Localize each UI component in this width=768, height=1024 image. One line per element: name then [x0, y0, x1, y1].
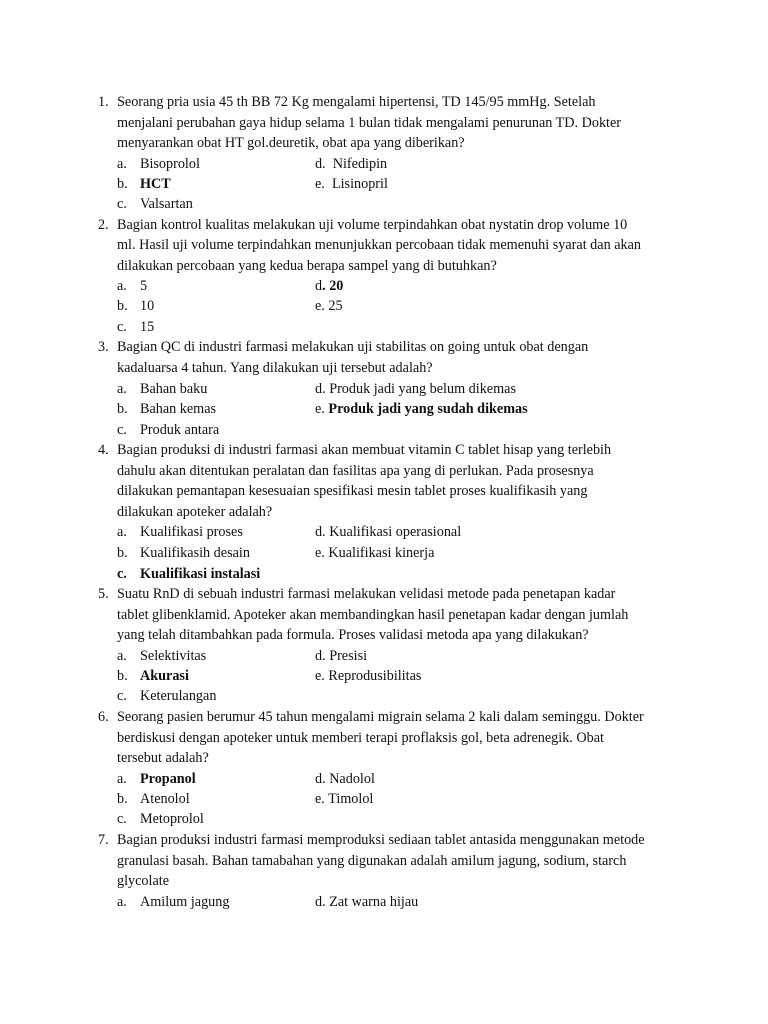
option-e-text: Kualifikasi kinerja [328, 545, 435, 561]
option-d-text: Produk jadi yang belum dikemas [329, 381, 516, 397]
option-d [315, 276, 343, 296]
option-a-label: a. [117, 648, 127, 664]
option-c-label: c. [117, 566, 127, 582]
question-5-stem: Suatu RnD di sebuah industri farmasi melakukan velidasi metode pada penetapan kadar [117, 586, 616, 602]
option-a-text: Kualifikasi proses [140, 524, 243, 540]
option-d-label: d. [315, 524, 326, 540]
question-5-stem: yang telah ditambahkan pada formula. Proses validasi metoda apa yang dilakukan? [117, 627, 589, 643]
option-a-text: 5 [140, 278, 148, 294]
option-c-label: c. [117, 811, 127, 827]
question-3-stem: kadaluarsa 4 tahun. Yang dilakukan uji tersebut adalah? [117, 360, 433, 376]
option-a-text-correct: Propanol [140, 771, 196, 787]
option-d [315, 154, 387, 174]
option-d-label: d. [315, 771, 326, 787]
option-e-text-correct: Produk jadi yang sudah dikemas [328, 401, 528, 417]
question-2-stem: dilakukan percobaan yang kedua berapa sampel yang di butuhkan? [117, 258, 497, 274]
question-4-number: 4. [98, 442, 109, 458]
option-e-text: Timolol [328, 791, 374, 807]
option-c-text: 15 [140, 319, 155, 335]
option-d-text: Presisi [329, 648, 368, 664]
option-b-text: Atenolol [140, 791, 190, 807]
option-e-label: e. [315, 545, 325, 561]
option-c-label: c. [117, 319, 127, 335]
option-b-text-correct: HCT [140, 176, 171, 192]
option-e [315, 666, 421, 686]
question-2-stem: ml. Hasil uji volume terpindahkan menunjukkan percobaan tidak memenuhi syarat dan akan [117, 237, 641, 253]
question-2-stem: Bagian kontrol kualitas melakukan uji volume terpindahkan obat nystatin drop volume 10 [117, 217, 628, 233]
option-d-text: Kualifikasi operasional [329, 524, 462, 540]
option-a-label: a. [117, 381, 127, 397]
question-6-stem: berdiskusi dengan apoteker untuk memberi terapi proflaksis gol, beta adrenegik. Obat [117, 730, 604, 746]
question-4-stem: Bagian produksi di industri farmasi akan membuat vitamin C tablet hisap yang terlebih [117, 442, 612, 458]
option-d [315, 646, 367, 666]
option-d-label: d. [315, 156, 326, 172]
option-d-label: d. [315, 381, 326, 397]
option-c-text-correct: Kualifikasi instalasi [140, 566, 261, 582]
option-a-text: Amilum jagung [140, 894, 230, 910]
option-d [315, 522, 461, 542]
option-c-text: Keterulangan [140, 688, 217, 704]
option-e [315, 543, 434, 563]
option-e [315, 399, 528, 419]
option-d-label: d [315, 278, 323, 294]
option-e [315, 174, 388, 194]
question-7-number: 7. [98, 832, 109, 848]
option-a-label: a. [117, 524, 127, 540]
question-2-number: 2. [98, 217, 109, 233]
option-e-label: e. [315, 668, 325, 684]
option-a-text: Selektivitas [140, 648, 207, 664]
option-e-label: e. [315, 791, 325, 807]
question-5-number: 5. [98, 586, 109, 602]
question-1-stem: menjalani perubahan gaya hidup selama 1 bulan tidak mengalami penurunan TD. Dokter [117, 115, 622, 131]
question-7-stem: granulasi basah. Bahan tamabahan yang digunakan adalah amilum jagung, sodium, starch [117, 853, 627, 869]
option-d-label: d. [315, 648, 326, 664]
question-1-stem: Seorang pria usia 45 th BB 72 Kg mengalami hipertensi, TD 145/95 mmHg. Setelah [117, 94, 596, 110]
option-e-text: 25 [328, 298, 343, 314]
question-6-number: 6. [98, 709, 109, 725]
option-a-text: Bahan baku [140, 381, 208, 397]
option-c-text: Metoprolol [140, 811, 204, 827]
option-e-label: e. [315, 298, 325, 314]
option-e-label: e. [315, 176, 325, 192]
option-a-label: a. [117, 894, 127, 910]
question-5-stem: tablet glibenklamid. Apoteker akan membandingkan hasil penetapan kadar dengan jumlah [117, 607, 629, 623]
option-c-label: c. [117, 422, 127, 438]
option-d [315, 892, 418, 912]
option-c-text: Valsartan [140, 196, 193, 212]
option-c-label: c. [117, 688, 127, 704]
option-c-text: Produk antara [140, 422, 220, 438]
option-e-label: e. [315, 401, 325, 417]
option-c-label: c. [117, 196, 127, 212]
option-e-text: Reprodusibilitas [328, 668, 422, 684]
question-6-stem: tersebut adalah? [117, 750, 209, 766]
option-d [315, 769, 375, 789]
question-4-stem: dilakukan pemantapan kesesuaian spesifikasi mesin tablet proses kualifikasih yang [117, 483, 588, 499]
question-4-stem: dilakukan apoteker adalah? [117, 504, 273, 520]
question-3-stem: Bagian QC di industri farmasi melakukan uji stabilitas on going untuk obat dengan [117, 339, 589, 355]
option-b-text: Kualifikasih desain [140, 545, 250, 561]
option-b-label: b. [117, 791, 128, 807]
option-d-text: Nadolol [329, 771, 375, 787]
option-e-text: Lisinopril [331, 176, 388, 192]
question-7-stem: Bagian produksi industri farmasi memproduksi sediaan tablet antasida menggunakan metode [117, 832, 645, 848]
question-3-number: 3. [98, 339, 109, 355]
option-d-text-correct: . 20 [322, 278, 344, 294]
option-a-label: a. [117, 278, 127, 294]
option-b-label: b. [117, 401, 128, 417]
option-b-label: b. [117, 545, 128, 561]
option-b-text-correct: Akurasi [140, 668, 189, 684]
option-b-label: b. [117, 298, 128, 314]
option-d-label: d. [315, 894, 326, 910]
option-a-text: Bisoprolol [140, 156, 200, 172]
question-4-stem: dahulu akan ditentukan peralatan dan fasilitas apa yang di perlukan. Pada prosesnya [117, 463, 594, 479]
question-6-stem: Seorang pasien berumur 45 tahun mengalami migrain selama 2 kali dalam seminggu. Dokter [117, 709, 644, 725]
option-e [315, 296, 343, 316]
option-b-text: Bahan kemas [140, 401, 217, 417]
option-b-label: b. [117, 176, 128, 192]
option-d-text: Nifedipin [332, 156, 388, 172]
option-a-label: a. [117, 771, 127, 787]
question-7-stem: glycolate [117, 873, 169, 889]
question-1-stem: menyarankan obat HT gol.deuretik, obat apa yang diberikan? [117, 135, 465, 151]
option-b-text: 10 [140, 298, 155, 314]
question-1-number: 1. [98, 94, 109, 110]
option-e [315, 789, 373, 809]
option-a-label: a. [117, 156, 127, 172]
option-d-text: Zat warna hijau [329, 894, 419, 910]
option-d [315, 379, 516, 399]
option-b-label: b. [117, 668, 128, 684]
